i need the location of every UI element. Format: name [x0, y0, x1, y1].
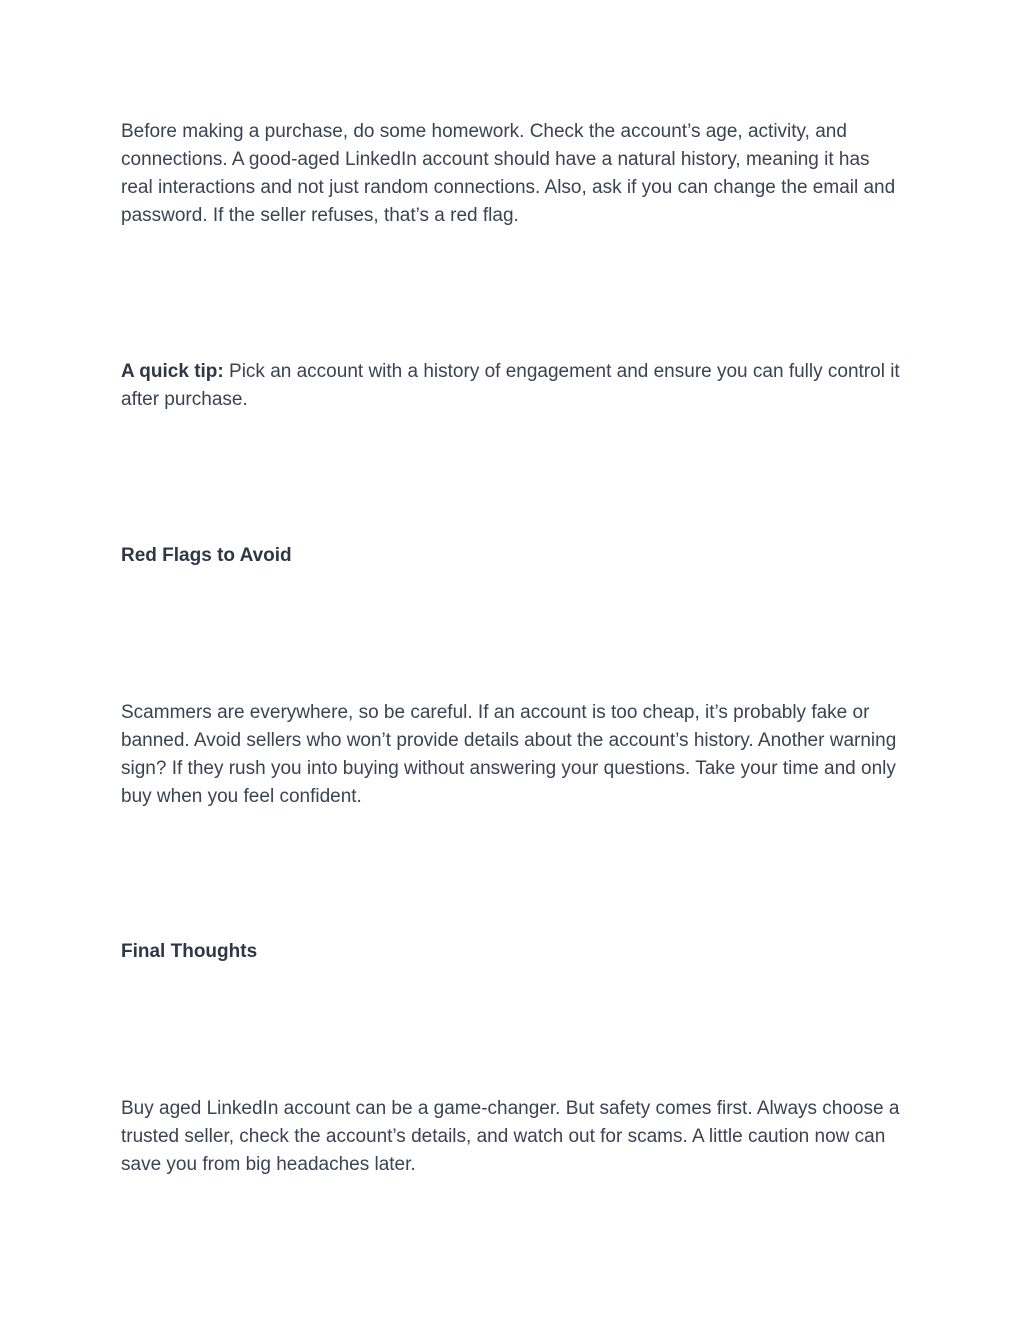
paragraph-red-flags: Scammers are everywhere, so be careful. If an account is too cheap, it’s probably fake or banned. Avoid sellers who won’t provide details about the account’s history. Another warning sign? If they rush you into buying without answering your questions. Take your time and only buy when you feel confident.	[121, 702, 897, 807]
quick-tip-text: Pick an account with a history of engagement and ensure you can fully control it after purchase.	[121, 361, 900, 410]
heading-final-thoughts: Final Thoughts	[121, 941, 258, 962]
paragraph-final-thoughts: Buy aged LinkedIn account can be a game-changer. But safety comes first. Always choose a trusted seller, check the account’s details, and watch out for scams. A little caution now can save you from big headaches later.	[121, 1098, 900, 1175]
quick-tip-label: A quick tip:	[121, 361, 224, 382]
quick-tip-paragraph	[121, 358, 901, 414]
paragraph-check-account: Before making a purchase, do some homework. Check the account’s age, activity, and connections. A good-aged LinkedIn account should have a natural history, meaning it has real interactions and not just random connections. Also, ask if you can change the email and password. If the seller refuses, that’s a red flag.	[121, 121, 896, 226]
heading-red-flags: Red Flags to Avoid	[121, 545, 292, 566]
